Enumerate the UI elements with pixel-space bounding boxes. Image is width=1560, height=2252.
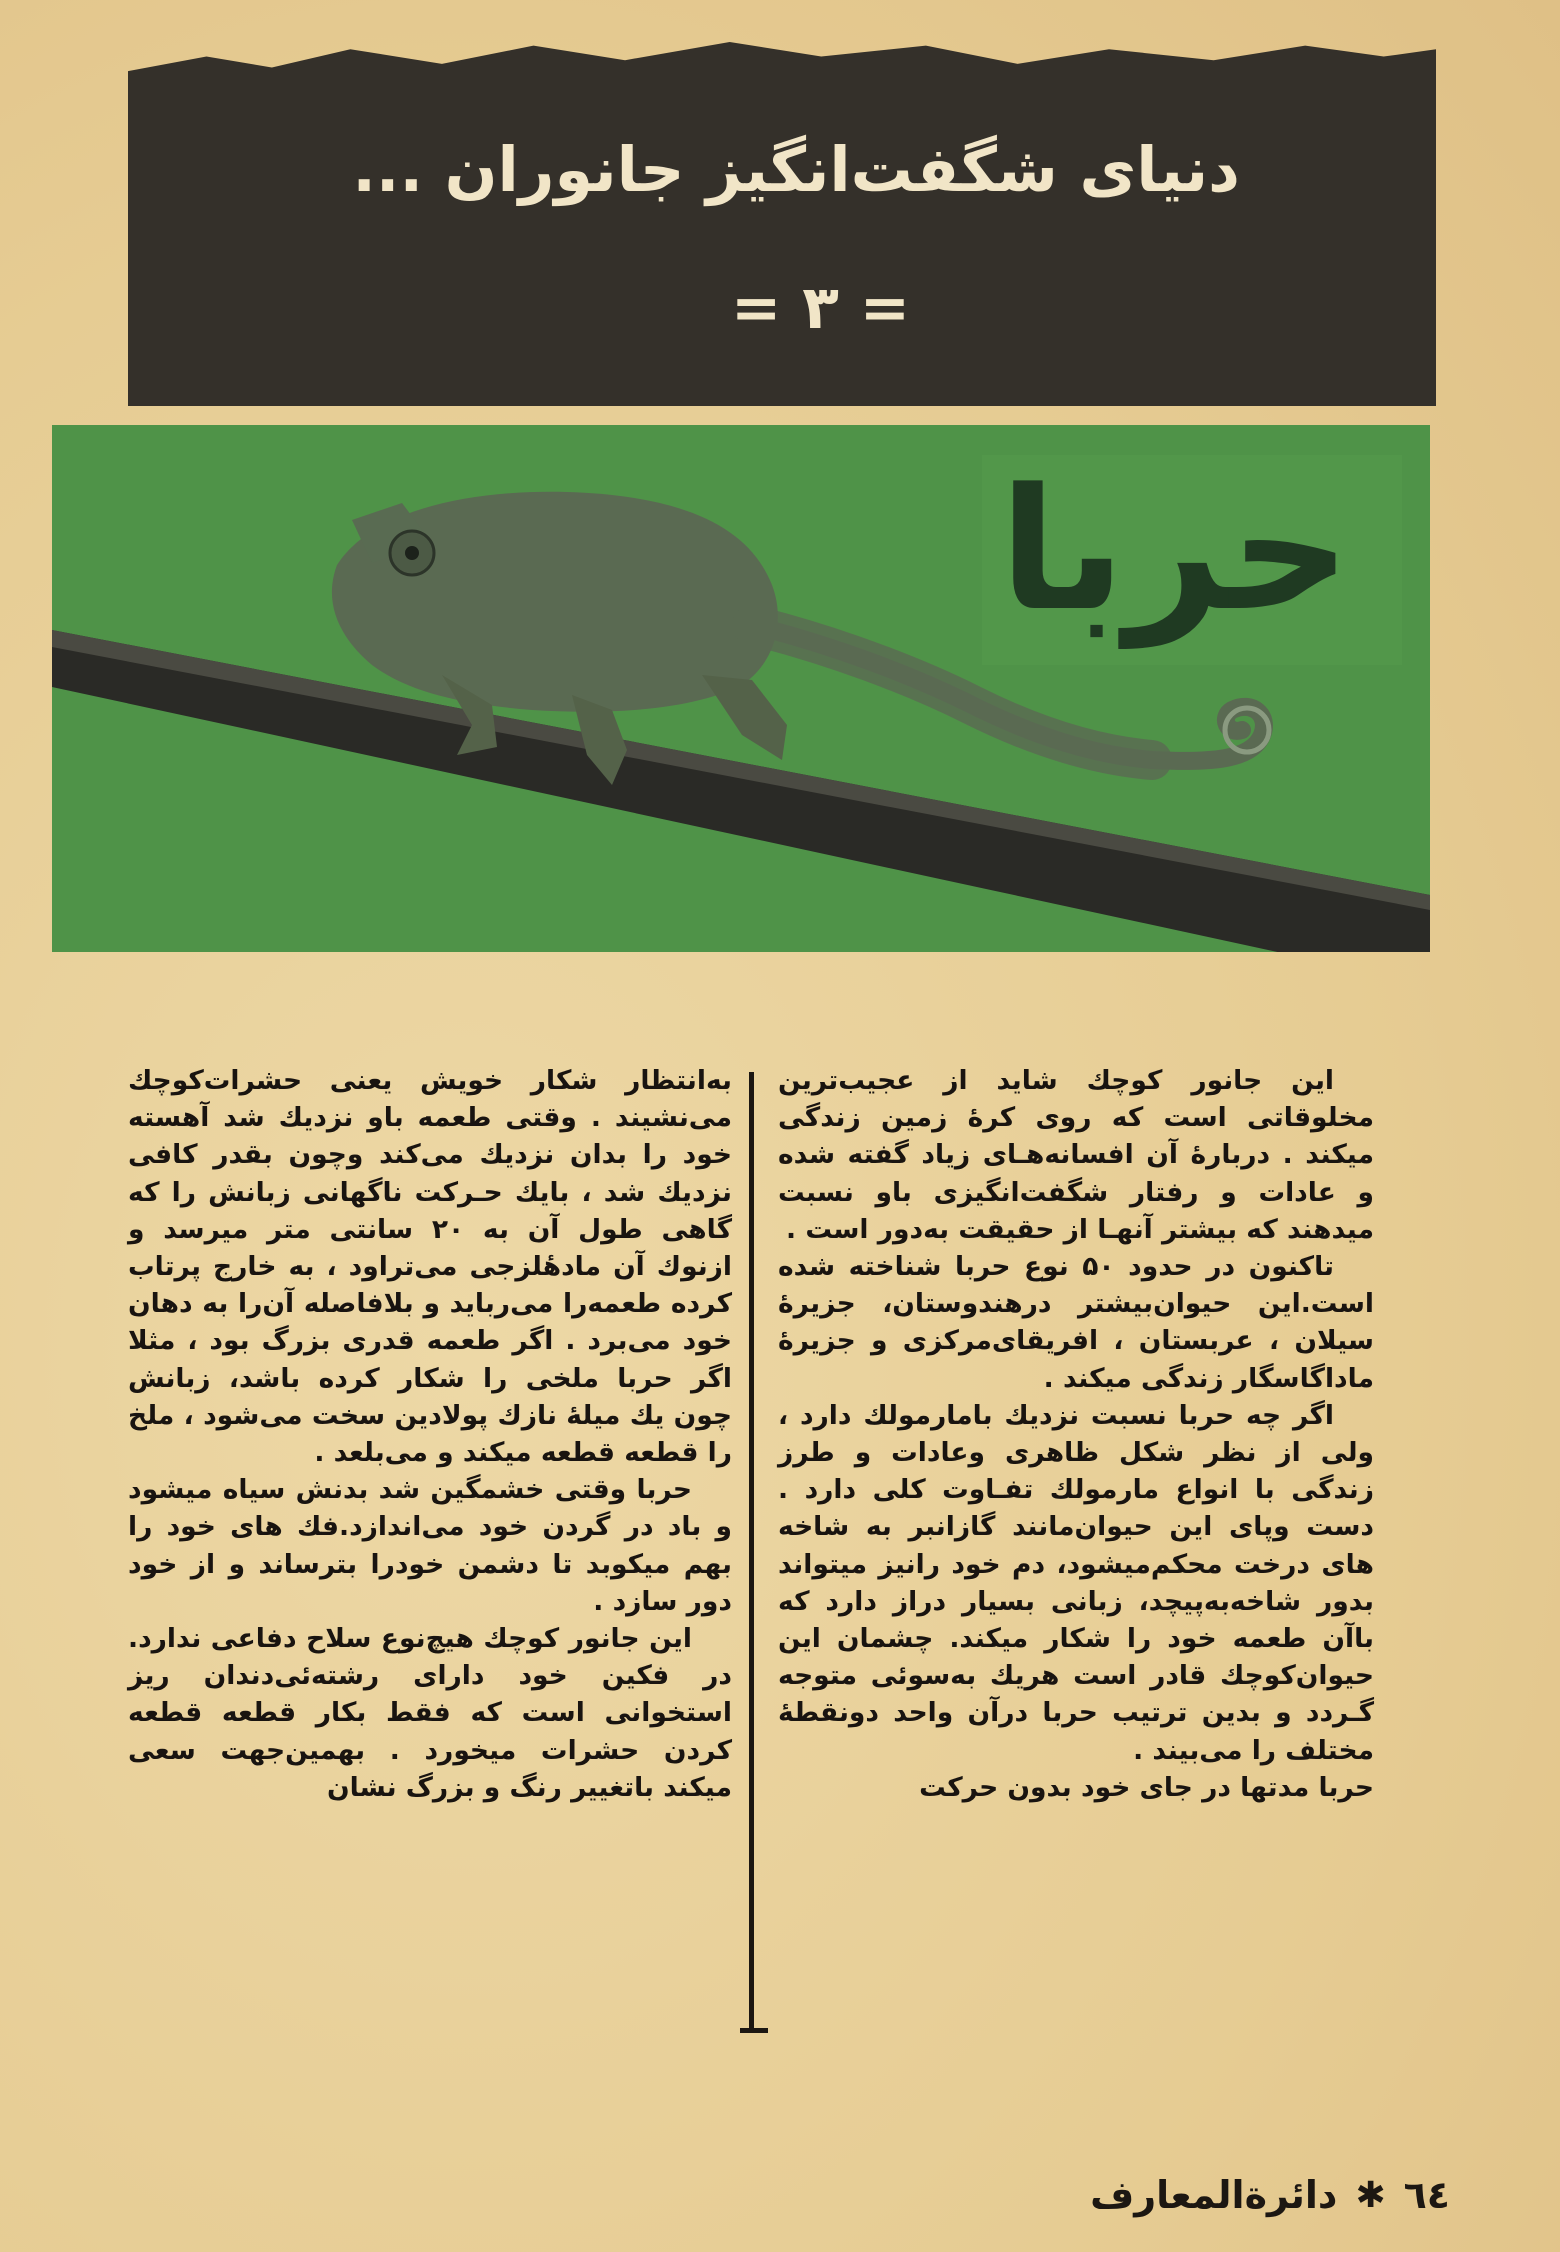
publication-name: دائرةالمعارف xyxy=(1090,2173,1338,2217)
series-title: دنیای شگفت‌انگیز جانوران ... xyxy=(352,133,1240,206)
part-number: = ۳ = xyxy=(731,273,910,343)
paragraph: حربا مدتها در جای خود بدون حرکت xyxy=(919,1771,1374,1803)
column-divider xyxy=(749,1072,754,2030)
paragraph: این جانور کوچك شاید از عجیب‌ترین مخلوقاتی است که روی کرهٔ زمین زندگی میکند . دربارهٔ آن افسانه‌هـای زیاد گفته شده و عادات و رفتار شگفت‌انگیزی باو نسبت میدهند که بیشتر آنهـا از حقیقت به‌دور است . xyxy=(778,1065,1374,1245)
article-column-left xyxy=(128,1062,732,1806)
header-band xyxy=(128,42,1436,406)
paragraph: اگر چه حربا نسبت نزدیك بامارمولك دارد ، ولی از نظر شکل ظاهری وعادات و طرز زندگی با انواع مارمولك تفـاوت کلی دارد . دست وپای این حیوان‌مانند گازانبر به شاخه های درخت محکم‌میشود، دم خود رانیز میتواند بدور شاخه‌به‌پیچد، زبانی بسیار دراز دارد که باآن طعمه خود را شکار میکند. چشمان این حیوان‌کوچك قادر است هریك به‌سوئی متوجه گـردد و بدین ترتیب حربا درآن واحد دونقطهٔ مختلف را می‌بیند . xyxy=(778,1399,1374,1766)
asterisk-icon: ✱ xyxy=(1355,2174,1386,2216)
paragraph: این جانور کوچك هیچ‌نوع سلاح دفاعی ندارد. در فکین خود دارای رشته‌ئی‌دندان ریز استخوانی است که فقط بکار قطعه قطعه کردن حشرات میخورد . بهمین‌جهت سعی میکند باتغییر رنگ و بزرگ نشان xyxy=(128,1623,732,1803)
paragraph: حربا وقتی خشمگین شد بدنش سیاه میشود و باد در گردن خود می‌اندازد.فك های خود را بهم میکوبد تا دشمن خودرا بترساند و از خود دور سازد . xyxy=(128,1474,732,1617)
paragraph: به‌انتظار شکار خویش یعنی حشرات‌کوچك می‌نشیند . وقتی طعمه باو نزدیك شد آهسته خود را بدان نزدیك می‌کند وچون بقدر کافی نزدیك شد ، بایك حـرکت ناگهانی زبانش را که گاهی طول آن به ۲۰ سانتی متر میرسد و ازنوك آن مادهٔلزجی می‌تراود ، به خارج پرتاب کرده طعمه‌را می‌رباید و بلافاصله آن‌را به دهان خود می‌برد . اگر طعمه قدری بزرگ بود ، مثلا اگر حربا ملخی را شکار کرده باشد، زبانش چون یك میلهٔ نازك پولادین سخت می‌شود ، ملخ را قطعه قطعه میکند و می‌بلعد . xyxy=(128,1065,732,1469)
page-footer xyxy=(1050,2160,1450,2230)
column-divider-foot xyxy=(740,2028,768,2033)
page-number: ٦٤ xyxy=(1403,2173,1450,2217)
paragraph: تاکنون در حدود ۵۰ نوع حربا شناخته شده است.این حیوان‌بیشتر درهندوستان، جزیرهٔ سیلان ، عربستان ، افریقای‌مرکزی و جزیرهٔ ماداگاسگار زندگی میکند . xyxy=(778,1251,1374,1394)
photo-title: حربا xyxy=(999,452,1351,648)
article-column-right xyxy=(778,1062,1374,1806)
